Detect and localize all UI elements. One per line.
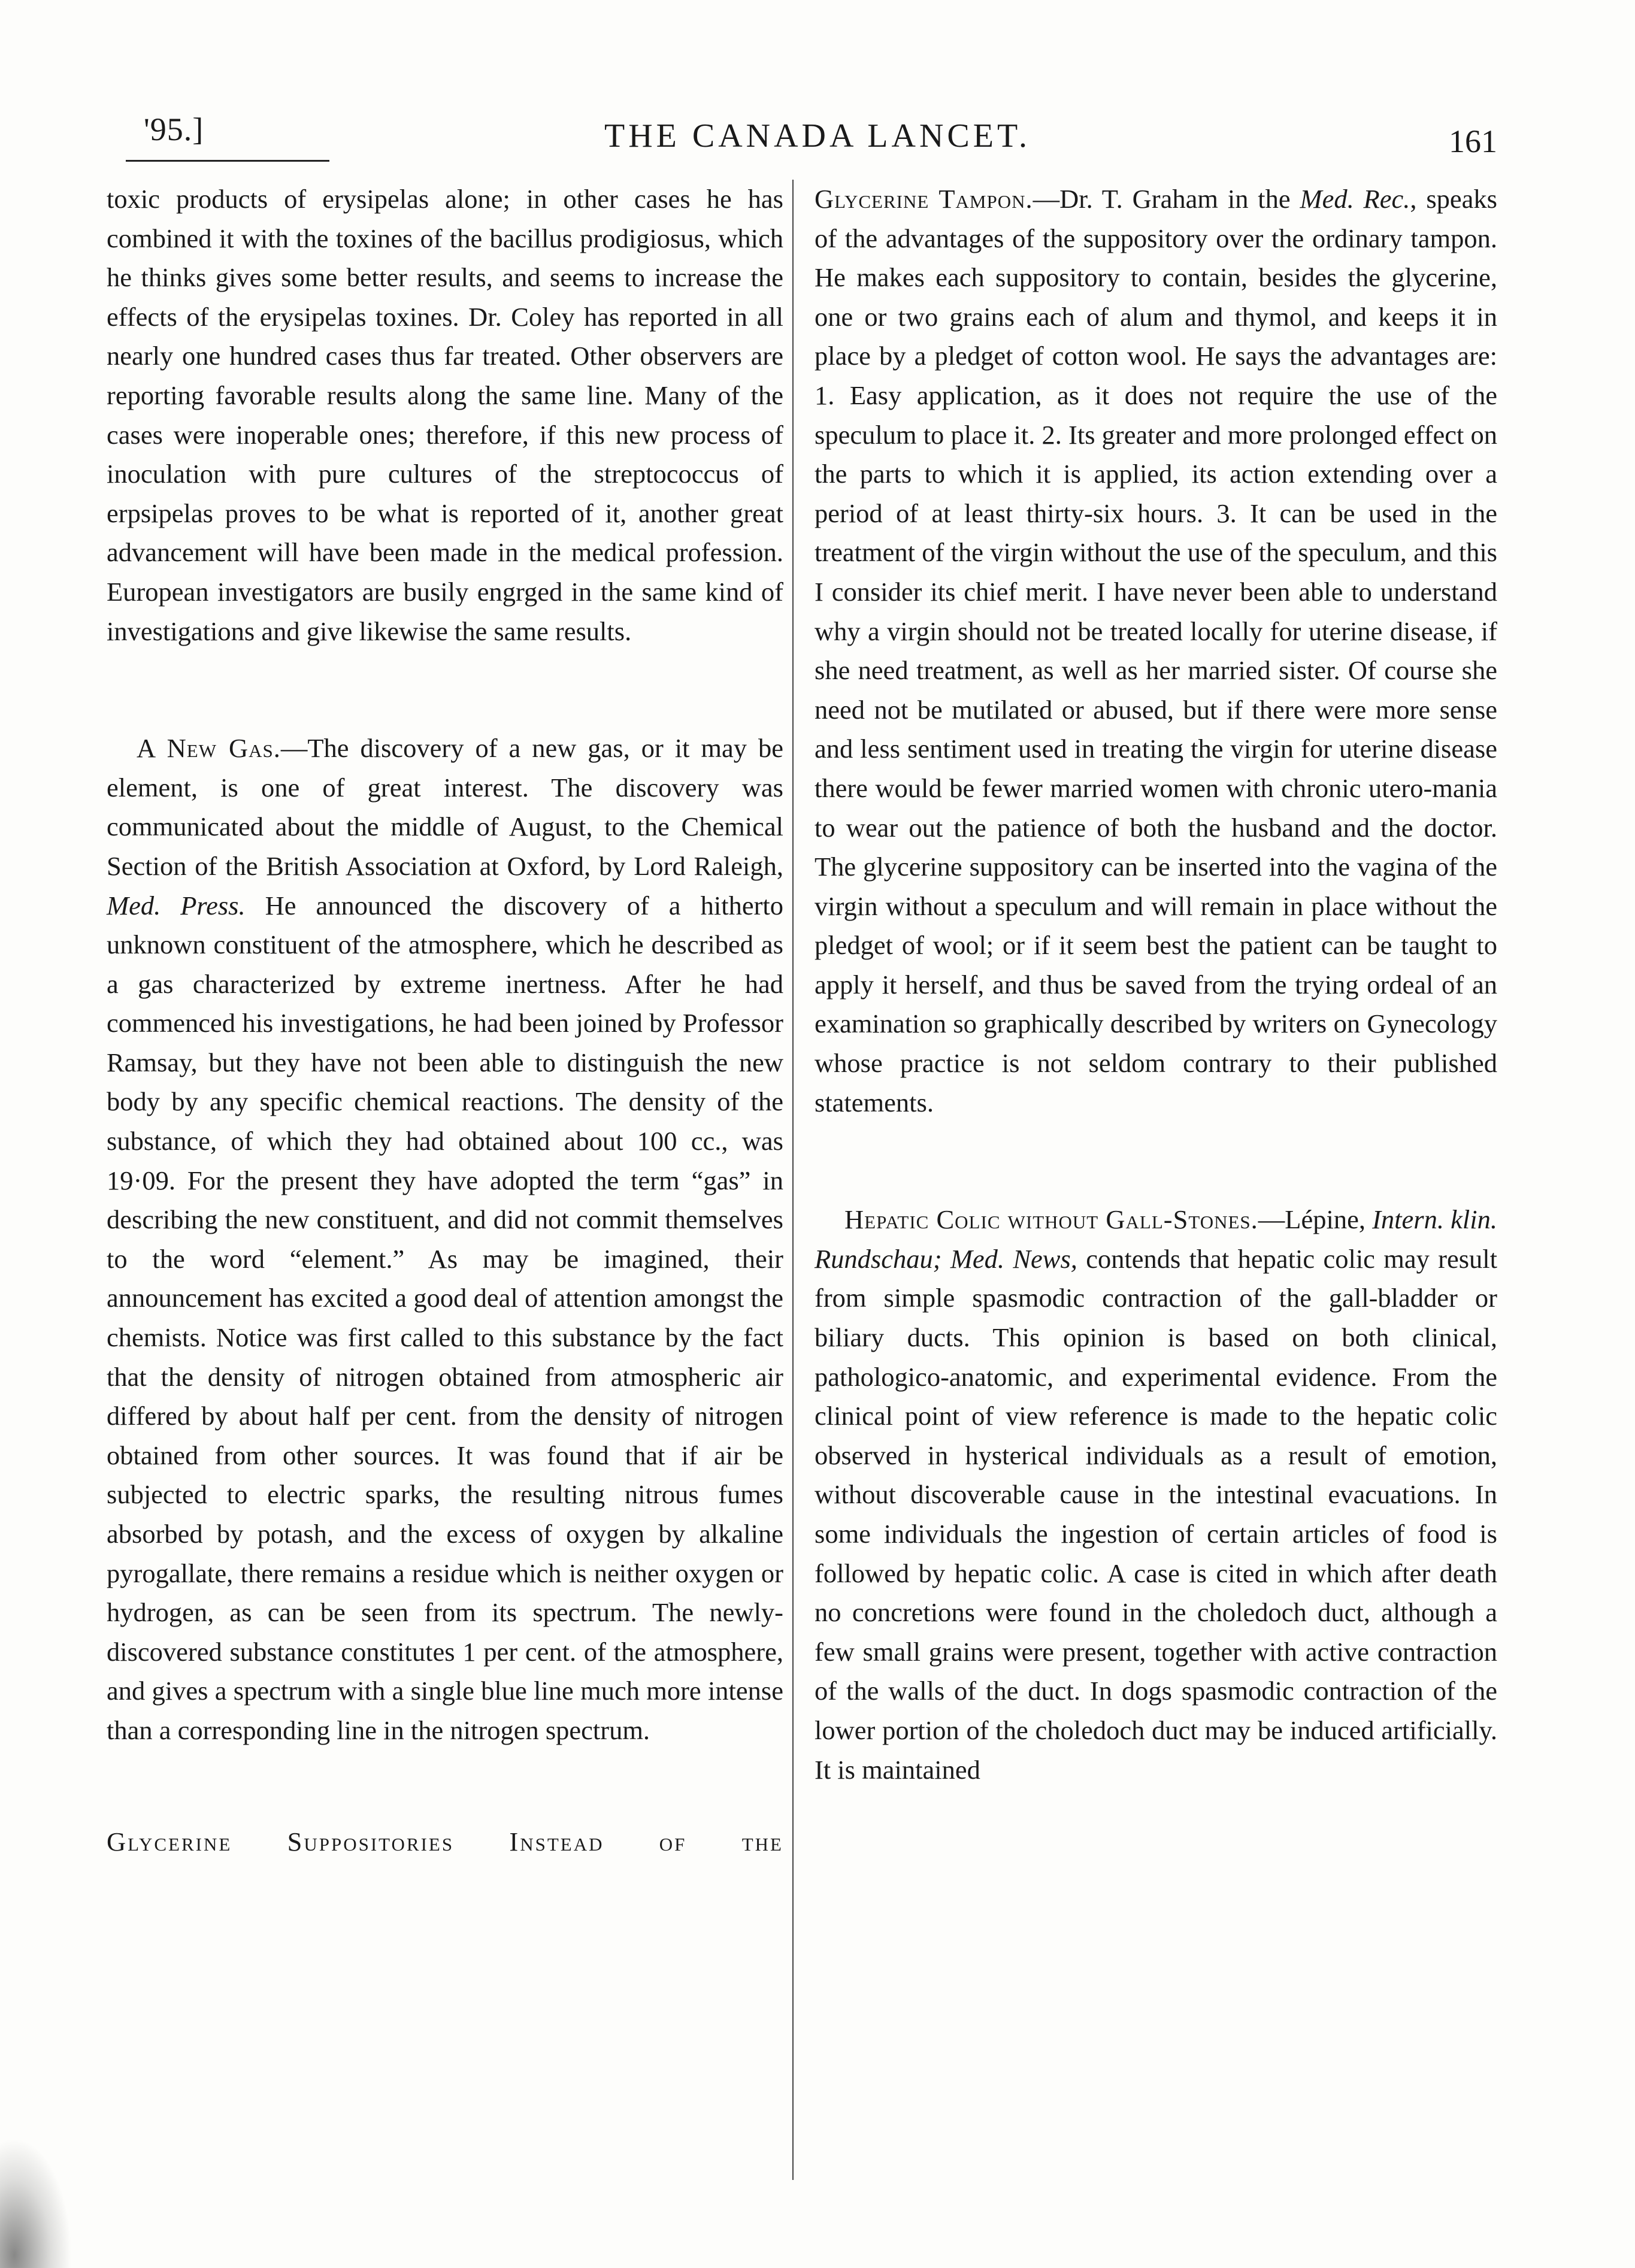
left-column bbox=[107, 180, 783, 1861]
glycerine-heading-start: Glycerine Suppositories Instead of the bbox=[107, 1826, 783, 1857]
volume-year: '95.] bbox=[144, 111, 204, 147]
section-gap bbox=[107, 1751, 783, 1822]
new-gas-heading: A New Gas. bbox=[137, 733, 281, 764]
hepatic-paragraph bbox=[815, 1200, 1497, 1789]
new-gas-source: Med. Press. bbox=[107, 890, 246, 920]
hepatic-text-2: contends that hepatic colic may result from simple spasmodic contraction of the gall-bladder or biliary ducts. This opinion is based on both clinical, pathologico-anatomic, and experimental evidence. From the clinical point of view reference is made to the hepatic colic observed in hysterical individuals as a result of emotion, without discoverable cause in the intestinal evacuations. In some individuals the ingestion of certain articles of food is followed by hepatic colic. A case is cited in which after death no concretions were found in the choledoch duct, although a few small grains were present, together with active contraction of the walls of the duct. In dogs spasmodic contraction of the lower portion of the choledoch duct may be induced artificially. It is maintained bbox=[815, 1243, 1497, 1785]
hepatic-heading: Hepatic Colic without Gall-Stones. bbox=[844, 1204, 1258, 1235]
column-divider bbox=[792, 180, 794, 2180]
glycerine-source: Med. Rec. bbox=[1300, 184, 1410, 214]
glycerine-text-1: —Dr. T. Graham in the bbox=[1033, 184, 1300, 214]
new-gas-text-1: —The discovery of a new gas, or it may be element, is one of great interest. The discovery was communicated about the middle of August, to the Chemical Section of the British Association at Oxford, by Lord Raleigh, bbox=[107, 733, 784, 881]
glycerine-paragraph bbox=[815, 180, 1497, 1122]
scan-smudge bbox=[0, 2138, 72, 2268]
new-gas-text-2: He announced the discovery of a hitherto unknown constituent of the atmosphere, which he described as a gas characterized by extreme inertness. After he had commenced his investigations, he had been joined by Professor Ramsay, but they have not been able to distinguish the new body by any specific chemical reactions. The density of the substance, of which they had obtained about 100 cc., was 19·09. For the present they have adopted the term “gas” in describing the new constituent, and did not commit themselves to the word “element.” As may be imagined, their announcement has excited a good deal of attention amongst the chemists. Notice was first called to this substance by the fact that the density of nitrogen obtained from atmospheric air differed by about half per cent. from the density of nitrogen obtained from other sources. It was found that if air be subjected to electric sparks, the resulting nitrous fumes absorbed by potash, and the excess of oxygen by alkaline pyrogallate, there remains a residue which is neither oxygen or hydrogen, as can be seen from its spectrum. The newly-discovered substance constitutes 1 per cent. of the atmosphere, and gives a spectrum with a single blue line much more intense than a corresponding line in the nitrogen spectrum. bbox=[107, 890, 783, 1745]
page-number: 161 bbox=[1449, 123, 1497, 159]
glycerine-heading: Glycerine Tampon. bbox=[815, 184, 1033, 214]
journal-title: THE CANADA LANCET. bbox=[604, 117, 1031, 155]
glycerine-text-2: , speaks of the advantages of the suppository over the ordinary tampon. He makes each suppository to contain, besides the glycerine, one or two grains each of alum and thymol, and keeps it in place by a pledget of cotton wool. He says the advantages are: 1. Easy application, as it does not require the use of the speculum to place it. 2. Its greater and more prolonged effect on the parts to which it is applied, its action extending over a period of at least thirty-six hours. 3. It can be used in the treatment of the virgin without the use of the speculum, and this I consider its chief merit. I have never been able to understand why a virgin should not be treated locally for uterine disease, if she need treatment, as well as her married sister. Of course she need not be mutilated or abused, but if there were more sense and less sentiment used in treating the virgin for uterine disease there would be fewer married women with chronic utero-mania to wear out the patience of both the husband and the doctor. The glycerine suppository can be inserted into the vagina of the virgin without a speculum and will remain in place without the pledget of wool; or if it seem best the patient can be taught to apply it herself, and thus be saved from the trying ordeal of an examination so graphically described by writers on Gynecology whose practice is not seldom contrary to their published statements. bbox=[815, 184, 1497, 1118]
hepatic-text-1: —Lépine, bbox=[1258, 1204, 1373, 1235]
new-gas-paragraph bbox=[107, 729, 783, 1750]
section-gap bbox=[815, 1122, 1497, 1200]
erysipelas-paragraph: toxic products of erysipelas alone; in other cases he has combined it with the toxines of the bacillus prodigiosus, which he thinks gives some better results, and seems to increase the effects of the erysipelas toxines. Dr. Coley has reported in all nearly one hundred cases thus far treated. Other observers are reporting favorable results along the same line. Many of the cases were inoperable ones; therefore, if this new process of inoculation with pure cultures of the streptococcus of erpsipelas proves to be what is reported of it, another great advancement will have been made in the medical profession. European investigators are busily engrged in the same kind of investigations and give likewise the same results. bbox=[107, 184, 783, 646]
header-rule bbox=[126, 160, 329, 162]
section-gap bbox=[107, 651, 783, 729]
hepatic-source: Intern. klin. Rundschau; Med. News, bbox=[815, 1204, 1497, 1274]
running-header bbox=[120, 105, 1515, 171]
right-column bbox=[815, 180, 1497, 1789]
